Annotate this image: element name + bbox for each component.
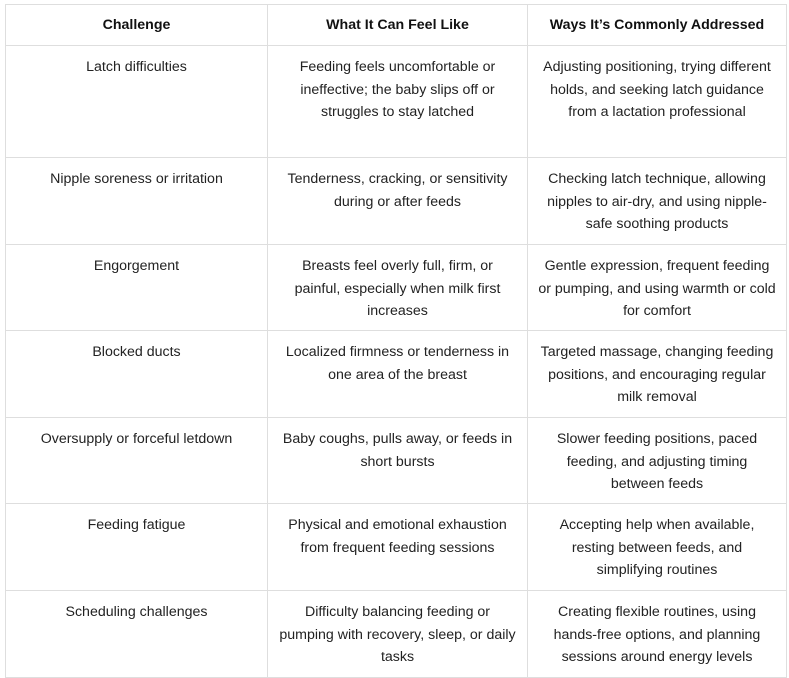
cell-feel: [268, 504, 528, 591]
cell-addressed: [528, 158, 787, 245]
feel-text: Feeding feels uncomfortable or ineffective; the baby slips off or struggles to stay latched: [299, 59, 496, 120]
challenge-text: Scheduling challenges: [65, 604, 208, 620]
cell-addressed: [528, 245, 787, 331]
table-row: [6, 591, 787, 678]
addressed-text: Checking latch technique, allowing nipples to air-dry, and using nipple-safe soothing products: [547, 171, 767, 232]
cell-addressed: [528, 504, 787, 591]
cell-feel: [268, 591, 528, 678]
cell-feel: [268, 46, 528, 158]
cell-challenge: [6, 418, 268, 504]
header-challenge: Challenge: [6, 5, 268, 46]
addressed-text: Slower feeding positions, paced feeding, and adjusting timing between feeds: [556, 431, 758, 492]
cell-challenge: [6, 245, 268, 331]
challenge-text: Nipple soreness or irritation: [50, 171, 223, 187]
feel-text: Tenderness, cracking, or sensitivity during or after feeds: [287, 171, 508, 210]
cell-feel: [268, 245, 528, 331]
feel-text: Physical and emotional exhaustion from frequent feeding sessions: [288, 517, 507, 556]
table-row: [6, 418, 787, 504]
feel-text: Difficulty balancing feeding or pumping with recovery, sleep, or daily tasks: [279, 604, 516, 665]
feel-text: Localized firmness or tenderness in one area of the breast: [285, 344, 510, 383]
addressed-text: Creating flexible routines, using hands-free options, and planning sessions around energy levels: [553, 604, 761, 665]
challenge-text: Engorgement: [93, 258, 180, 274]
header-ways-addressed: Ways It’s Commonly Addressed: [528, 5, 787, 46]
challenge-text: Feeding fatigue: [87, 517, 186, 533]
addressed-text: Gentle expression, frequent feeding or pumping, and using warmth or cold for comfort: [538, 258, 776, 319]
table-row: [6, 245, 787, 331]
challenges-table-container: [0, 4, 789, 677]
cell-addressed: [528, 591, 787, 678]
table-row: [6, 46, 787, 158]
addressed-text: Targeted massage, changing feeding positions, and encouraging regular milk removal: [540, 344, 774, 405]
addressed-text: Adjusting positioning, trying different holds, and seeking latch guidance from a lactation professional: [543, 59, 771, 120]
feel-text: Breasts feel overly full, firm, or painful, especially when milk first increases: [294, 258, 501, 319]
challenge-text: Blocked ducts: [92, 344, 181, 360]
cell-feel: [268, 418, 528, 504]
cell-challenge: [6, 158, 268, 245]
cell-feel: [268, 158, 528, 245]
cell-addressed: [528, 46, 787, 158]
header-what-it-can-feel-like: What It Can Feel Like: [268, 5, 528, 46]
cell-challenge: [6, 331, 268, 418]
challenges-table: [5, 4, 787, 678]
cell-feel: [268, 331, 528, 418]
table-row: [6, 504, 787, 591]
cell-challenge: [6, 591, 268, 678]
cell-challenge: [6, 504, 268, 591]
cell-challenge: [6, 46, 268, 158]
challenge-text: Oversupply or forceful letdown: [40, 431, 233, 447]
addressed-text: Accepting help when available, resting between feeds, and simplifying routines: [559, 517, 755, 578]
feel-text: Baby coughs, pulls away, or feeds in short bursts: [282, 431, 513, 470]
challenge-text: Latch difficulties: [86, 59, 187, 75]
table-header-row: [6, 5, 787, 46]
table-row: [6, 331, 787, 418]
cell-addressed: [528, 331, 787, 418]
cell-addressed: [528, 418, 787, 504]
table-row: [6, 158, 787, 245]
